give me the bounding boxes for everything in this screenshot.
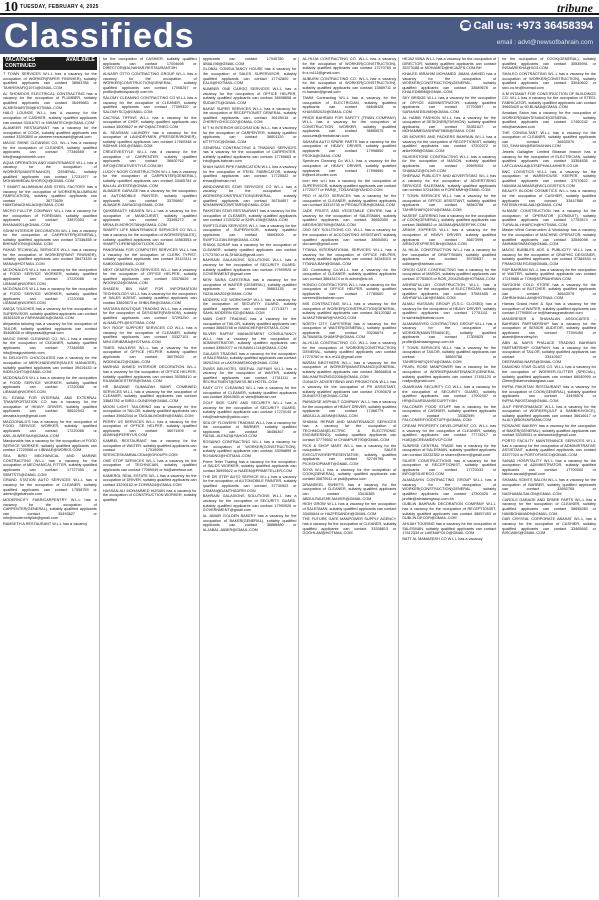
classified-ad: ALMAWASYED CONTRACTING GROUP W.L.L has a vacancy for the occupation of WORKER(MAINTENANCE), suitably qualified applicants can contact 17300825 or profile@almasimgroup.com.bh bbox=[402, 321, 497, 345]
classified-ad: DIAMOND STAR GLASS CO. W.L.L has a vacancy for the occupation of WORKER-GLITTER (SPECIAL), suitably qualified applicants can contact 66040999 or Glenn@diamondstarglass.com bbox=[502, 365, 596, 384]
classified-ad: SHALEO CONTRACTING W.L.L has a vacancy for the occupation of WORKER(CONSTRUCTION), suitably qualified applicants can contact 33040602 or smc.co.bh@hotmail.com bbox=[502, 71, 596, 90]
classified-ad: MANDRESER & SHAHALAN ASSOCIATES - BAHRAIN PARTNERSHIP has a vacancy for the occupation of SENIOR AUDITOR, suitably qualified applicants can contact 77394450 or akamit@mandesy.bh bbox=[502, 317, 596, 340]
classified-ad: AL JABAR GOLDEN BAKERY has a vacancy for the occupation of BAKER(GENERAL), suitably qualified applicants can contact 38888480 or ALJABAL.JABER@GMAIL.COM bbox=[202, 513, 297, 532]
call-us-text: Call us: +973 36458394 bbox=[473, 20, 593, 32]
classified-ad: SWIFTCLEAN SERVICES W.L.L has a vacancy for the occupation of SUPERVISOR, suitably qualified applicants can contact 36693009 or SWIFTCLEAN.BH@GMAIL.COM bbox=[202, 223, 297, 242]
ads-column-5 bbox=[402, 57, 499, 897]
classified-ad: HALO LOUNGE W.L.L has a vacancy for the occupation of CASHIER, suitably qualified applicants can contact 33416707 or NIHAMTECH@GMAIL.COM bbox=[3, 111, 97, 125]
classified-ad: CAROLS GARAGE AND SPARE PARTS W.L.L has a vacancy for the occupation of CLEANER, suitably qualified applicants can contact 36655283 or HAMBOHAMAD9@GMAIL.COM bbox=[502, 497, 596, 516]
classified-ad: INFRA PAKISTAN RESTAURANT has a vacancy for the occupation of COOK(GENERAL), suitably qualified applicants can contact 33495576 or INFRA.PAKISTAN@GMAIL.COM bbox=[502, 384, 596, 403]
classified-ad: KAMBEL RESTAURANT has a vacancy for the occupation of WAITER, suitably qualified applicants can contact 17010098 or SERVICESKAMBALCEA4@GROUPS.COM bbox=[102, 439, 197, 457]
ads-column-2 bbox=[103, 57, 200, 897]
classified-ad: BEAUTY BLOOM COSMETICS W.L.L has a vacancy for the occupation of CASHIER, suitably qualified applicants can contact 33447880 or FATEMA.HHALAALI@GMAIL.COM bbox=[502, 189, 596, 208]
classified-ad: Spectrum Cleaning Co W.L.L has a vacancy for the occupation of HEAVY DRIVER, suitably qualified applicants can contact 17998650 or ib@sml.bhodex.com bbox=[302, 159, 397, 178]
section-title: Classifieds bbox=[4, 17, 195, 54]
classified-ad: SSP BAHRAIN W.L.L has a vacancy for the occupation of WAITER, suitably qualified applicants can contact 17219685 or TOM@SSPBAHRAIN.COM bbox=[502, 267, 596, 281]
classified-ad: SHAEEN BIN NAIF FOR INFORMATION TECHNOLOGY W.L.L has a vacancy for the occupation of SALES AGENT, suitably qualified applicants can contact 33825673 or SHBN.BH@GMAIL.COM bbox=[102, 287, 197, 305]
classified-ad: PANORAMA FOR COMPUTER SERVICES W.L.L has a vacancy for the occupation of CLERK TYPIST, suitably qualified applicants can contact 33123111 or KAB0033@GMAIL.COM bbox=[102, 248, 197, 266]
classified-ad: SHAH NASS PIPE FABRICATION W.L.L has a vacancy for the occupation of STEEL FABRICATOR, suitably qualified applicants can contact 17725522 or shnas@bahrain.net bbox=[202, 165, 297, 183]
ads-column-6 bbox=[502, 57, 596, 897]
classified-ad: ALMASE CONSTRUCTION has a vacancy for the occupation of OPERATOR (CONDUIT), suitably qualified applicants can contact 17753574 or TURALAL.HHARCH@HOTMAIL.COM bbox=[502, 208, 596, 227]
classified-ad: T TOWN SERVICES W.L.L has a vacancy for the occupation of OFFICE ASSISTANT, suitably qualified applicants can contact 38563788 or TAHIRSHAFIQ1974@GMAIL.COM bbox=[402, 193, 497, 212]
classified-ad: BATT AL MAMAEESH CO W.L.L has a vacancy bbox=[402, 536, 483, 541]
classified-ad: CACTINA TIFFINS W.L.L has a vacancy for the occupation of CHEF, suitably qualified applicants can contact 36009627 or INFO@ACTINEO.COM bbox=[102, 115, 197, 129]
classified-ad: ONE STOP SERVICES W.L.L has a vacancy for the occupation of TECHNICIAN, suitably qualified applicants can contact 77089049 or fst@atnetwor.net bbox=[102, 458, 197, 472]
classified-ad: GLOBAL CONSULTANCY HOUSE has a vacancy for the occupation of SALES SUPERVISOR, suitably qualified applicants can contact 17742800 or EALS@HOTMAIL.COM bbox=[202, 67, 297, 86]
classified-ad: BAHRAIN GALAXIONS SOLUTIONS W.L.L has a vacancy for the occupation of SECURITY GUARD, suitably qualified applicants can contact 17990926 or GOVERNMENT@gmail.com bbox=[202, 258, 297, 277]
classified-ad: MIS CONTRACTING W.L.L has a vacancy for the occupation of WORKER(CONSTRUCTION)GENERAL, suitably qualified applicants can contact 36120382 or ALMAZTIBHAR@YAHOO.COM bbox=[302, 302, 397, 320]
classified-ad: EL EZABA FOR INTERNAL AND EXTERNAL TRANSPORTATION CO. has a vacancy for the occupation of HEAVY DRIVER, suitably qualified applicants can contact 36632943 or alezaba.trpnt@gmail.com bbox=[3, 395, 97, 418]
classified-ad: MAGIC SHINE CLEANING CO. W.L.L has a vacancy for the occupation of CLEANER, suitably qualified applicants can contact 77346555 or info@magicshinebh.com bbox=[3, 141, 97, 160]
classified-ad: AL-HIJJA CONTRACTING CO. W.L.L has a vacancy for the occupation of WORKER(CONSTRUCTION), suitably qualified applicants can contact 17270760 or ib.s.m111@gmail.com bbox=[302, 57, 397, 75]
classified-ad: HEJAZ MINA W.L.L has a vacancy for the occupation of DIRECTOR, suitably qualified applicants can contact 33373188 or MOHAMED@HEJAZFS.COM.BH bbox=[402, 57, 497, 71]
classified-ad: TITANIA INTERNATIONAL SERVICES W.L.L has a vacancy for the occupation of OFFICE HELPER, suitably qualified applicants can contact 34346310 or TITANIA.BAH@GMAIL.COM bbox=[302, 248, 397, 266]
classified-ad: TAMM Contracting W.L.L has a vacancy for the occupation of ELECTRICIAN, suitably qualified applicants can contact 66646428 or KHASSB2020@GMAIL.COM bbox=[302, 96, 397, 114]
classified-ad: SAYDOHA COLD STORE has a vacancy for the occupation of BUTCHER, suitably qualified applicants can contact 36643079 or ZAHRAHHALLAH@HOTMAIL.COM bbox=[502, 282, 596, 301]
classified-ad: CREATIVESTYLE W.L.L has a vacancy for the occupation of CARPENTER, suitably qualified applicants can contact 36600762 or INFO@CREATIVESTYLE.COM.BH bbox=[102, 150, 197, 168]
classified-ad: GUARDIAN SECURITY CO W.L.L has a vacancy for the occupation of SECURITY GUARD, suitably qualified applicants can contact 17002407 or HR@GUARDIANSECURITY.BH bbox=[402, 384, 497, 403]
section-heading: VACANCIES AVAILABLE CONTINUED bbox=[5, 57, 95, 69]
classified-ad: AL HILAL CONSTRUCTION W.L.L has a vacancy for the occupation of DRAFTSMAN, suitably qualified applicants can contact 39730637 or colledger@bahrain.com bbox=[402, 248, 497, 266]
classified-ad: ALMAJ HUSSAIN GROUP (S.S.C. CLOSED) has a vacancy for the occupation of HEAVY DRIVER, suitably qualified applicants can contact 17751111 or hr.samirta@bahrain.com bbox=[402, 302, 497, 320]
classified-ad: CBO SKY SOLUTIONS CO. W.L.L has a vacancy for the occupation of ACCOUNTING ASSISTANT, suitably qualified applicants can contact 38654001 or cbo.web@gmail.com bbox=[302, 228, 397, 247]
classified-ad: SKY ROOF SUPPORT SERVICES CO W.L.L has a vacancy for the occupation of CLEANER, suitably qualified applicants can contact 33327101 or MINI.GIRIBARA@HOTMAIL.COM bbox=[102, 326, 197, 345]
phone-icon: ☎ bbox=[460, 21, 471, 30]
classified-ad: ALBADER GARAGE has a vacancy for the occupation of AUTOMOBILE PAINTER, suitably qualified applicants can contact 33759867 or ALBADER.GARAGE@GMAIL.COM bbox=[102, 189, 197, 208]
classified-ad: THE DR STEP AUTO SERVICE W.L.L has a vacancy for the occupation of AUTOMOBILE PAINTER, suitably qualified applicants can contact 37730503 or OSMAN@DAMTHADRRI.COM bbox=[202, 474, 297, 493]
call-us-line bbox=[460, 20, 593, 32]
classified-ad: ALAMEER RESTAURANT has a vacancy for the occupation of COOK, suitably qualified applicants can contact 33393800 or alameer.restaurant@gmail.com bbox=[3, 126, 97, 140]
classified-ad: ABN AL NAFIS PHALACE TRADING BAHRAIN PARTNERSHIP COMPANY has a vacancy for the occupation of TAILOR, suitably qualified applicants can contact 33410507 or DEEPAKBALNAFIS@GMAIL.COM bbox=[502, 341, 596, 364]
classified-ad: AUBURN CONTRACTING CO. W.L.L has a vacancy for the occupation of WORKER(CONSTRUCTION), suitably qualified applicants can contact 13889711 or m.hamam@gmail.com bbox=[302, 76, 397, 95]
classified-ad: ORION GATE CONTRACTING has a vacancy for the occupation of MASON, suitably qualified applicants can contact 37753503 or BOB_2004ZND@HOTMAIL.COM bbox=[402, 267, 497, 281]
classified-ad: KHALED IBRAHIM MOHAMED JAMAL AHMED has a vacancy for the occupation of WORKER(CONSTRUCTION)GENERAL, suitably qualified applicants can contact 33689676 or KHALEDIBBM@GMAIL.COM bbox=[402, 71, 497, 95]
classified-ad: NASEEF CATERING has a vacancy for the occupation of COOK(GENERAL), suitably qualified applicants can contact 36658852 or JASIMA@NASEEFHK.COM bbox=[402, 213, 497, 227]
classified-ad: MICRO FULLTIP COMPANY W.L.L has a vacancy for the occupation of FOREMAN, suitably qualified applicants can contact 33870353 or BHANA6001@GMAIL.COM bbox=[3, 209, 97, 227]
classified-ad: for the occupation of COOK(GENERAL), suitably qualified applicants can contact 35535991 or INSAAREKHA@SG3.COM bbox=[502, 57, 596, 71]
classified-ad: BAHRAIN GALAXIONS SOLUTIONS W.L.L has a vacancy for the occupation of SECURITY GUARD, suitably qualified applicants can contact 17990926 or GOVERNMENT@gmail.com bbox=[202, 494, 297, 513]
classified-ad: WINDOWNESS STAR SERVICES CO W.L.L has a vacancy for the occupation of WORKER(CONSTRUCTION)GENERAL, suitably qualified applicants can contact 36754807 or NIHAMWINDOWSTARS@GMAIL.COM bbox=[202, 184, 297, 208]
classified-ad: BARAN BROTHERS W.L.L has a vacancy for the occupation of WORKER(MAINTENANCE)GENERAL, suitably qualified applicants can contact 36668818 or BALHAMTMZNGG2006@GMAIL.COM bbox=[302, 360, 397, 379]
classified-ad: ANIQA TOUCHES has a vacancy for the occupation of SUPERVISOR, suitably qualified applicants can contact 36361525 or FARHANAEA@GMAIL.COM bbox=[3, 306, 97, 321]
classified-ad: MODERNCITY FABRICARPENTRY W.L.L has a vacancy for the occupation of CARPENTER(GENERAL), suitably qualified applicants can contact 35493627 or info@moderncityfab@gmail.com bbox=[3, 497, 97, 521]
classified-ad: MCDONALD'S W.L.L has a vacancy for the occupation of FOOD SERVICE WORKER, suitably qualified applicants can contact 17220066 or LIBNIAE@WORKS.COM bbox=[3, 376, 97, 394]
classifieds-banner bbox=[0, 17, 599, 54]
classified-ad: SILVERSTONE CONTRACTING W.L.L has a vacancy for the occupation of MASON, suitably qualified applicants can contact 39699304 or SHABAZIZ@OLIVE.COM bbox=[402, 154, 497, 173]
classified-ad: applicants can contact 17045780 or ABIALI98@GMAIL.COM bbox=[202, 57, 297, 66]
classified-ad: ARASH EXPRESS W.L.L has a vacancy for the occupation of HEAVY DRIVER, suitably qualified applicants can contact 36673999 or AIRDOVEXPRESS.BH@GMAIL.COM bbox=[402, 228, 497, 247]
classified-ad: HIGH GROW W.L.L has a vacancy for the occupation of SALESMAN, suitably qualified applicants can contact 33400644 or HAZFESANDH@GMAIL.COM bbox=[302, 502, 397, 516]
classified-ad: Hamas Grand Hotel & Spa has a vacancy for the occupation of WAITER, suitably qualified applicants can contact 17799500 or hr@hamasgrandhotel.com bbox=[502, 302, 596, 316]
classified-ad: for the occupation of CASHIER, suitably qualified applicants can contact 17004695 or DIRECTOR@ALNAHAR.RESTAURANT.BH bbox=[102, 57, 197, 71]
classified-ad: Master Wind Construction & Workshop has a vacancy for the occupation of MACHINE OPERATOR, suitably qualified applicants can contact 33546098 or AMINMASWAN03@GMAIL.COM bbox=[502, 228, 596, 247]
page-number: 10 bbox=[4, 0, 18, 15]
classified-ad: SALOMY CLEANING CONTRACTING CO W.L.L has a vacancy for the occupation of CLEANER, suitably qualified applicants can contact 77099320 or SALOMYSCQ@GMAIL.COM bbox=[102, 96, 197, 114]
classified-ad: AL SHOMOOS ELECTRICAL CONTRACTING has a vacancy for the occupation of PLUMBER, suitably qualified applicants can contact 36499683 or ALMESHARITIM@HOTMAIL.COM bbox=[3, 91, 97, 110]
classified-ad: TIMES HAULERS W.L.L has a vacancy for the occupation of OFFICE HELPER, suitably qualified applicants can contact 36075620 or WODNOAZ2@GMAIL.COM bbox=[102, 345, 197, 364]
classified-ad: QUIKBEAUTY HEAVEN W.L.L has a vacancy for the occupation of MANICURIST, suitably qualified applicants can contact 33395272 or MENA.ELMOROSTAN@GMAIL.COM bbox=[102, 208, 197, 227]
classified-ad: DAR CRYSTAL CORPORATE ABAHAT W.L.L has a vacancy for the occupation of CASHIER, suitably qualified applicants can contact 33465692 or BISCABIS@GMAIL.COM bbox=[502, 517, 596, 536]
classified-ad: PERRY US SERVICES W.L.L has a vacancy for the occupation of OFFICE HELPER, suitably qualified applicants can contact 36071509 or ADMIN@PERRYUS.COM bbox=[102, 419, 197, 438]
classified-ad: FALCONER FOOD STUFF has a vacancy for the occupation of CASHIER, suitably qualified applicants can contact 33382599 or FALCONERFOODSTUFF@GMAIL.COM bbox=[402, 404, 497, 423]
classified-ad: MACDONALD'S has a vacancy for the occupation of FOOD SERVICE WORKER, suitably qualified applicants can contact 17220066 or ANIL.ALWEESAH@GMAIL.COM bbox=[3, 419, 97, 438]
classified-ad: Macdonalds has a vacancy for the occupation of FOOD SERVICE WORKER, suitably qualified applicants can contact 17220066 or LIBNIAE@WORKS.COM bbox=[3, 439, 97, 453]
classified-ad: AL HABIB FASHION W.L.L has a vacancy for the occupation of DESIGNER(FASHION), suitably qualified applicants can contact 35351627 or MOHAMMEDASHRAF0830@GMAIL.COM bbox=[402, 115, 497, 134]
classified-ad: JULF PERFORMANCE W.L.L has a vacancy for the occupation of WORKER(JULF & SAMBHUVOICE), suitably qualified applicants can contact 36616617 or ALALY@BONJURAMA.COM bbox=[502, 404, 596, 423]
classified-ad: PARADISE ASPHALT COMPANY W.L.L has a vacancy for the occupation of HEAVY DRIVER, suitably qualified applicants can contact 17466779 or ABDULLA.JASIM@GMAIL.COM bbox=[302, 399, 397, 418]
classified-ad: KAMEROL REAL ESTATE W.L.L has a vacancy for the occupation of DRIVER, suitably qualified applicants can contact 33290162 or ZOHRA04@GMAIL.COM bbox=[102, 473, 197, 487]
classified-ad: DD Contracting Co.W.L.L has a vacancy for the occupation of CLEANER, suitably qualified applicants can contact 36643474 or ib.admin@dc.bh bbox=[302, 267, 397, 281]
classified-ad: BNC LOGISTICS W.L.L has a vacancy for the occupation of WAREHOUSE KEEPER, suitably qualified applicants can contact 37070622 or HAMAM.ALMIMAR@WCLOGISTICS.COM bbox=[502, 169, 596, 188]
classified-ad: GENERAL CONTRACTING & TRADING SERVICES has a vacancy for the occupation of CARPENTER, suitably qualified applicants can contact 17769663 or info@gcts-bahrain.com bbox=[202, 145, 297, 164]
classified-ad: CREAM PROPERTY DEVELOPMENT CO. W.L.L has a vacancy for the occupation of CLEANER, suitably qualified applicants can contact 77778217 or H18Q@CREAMDEVCP.COM bbox=[402, 424, 497, 442]
classified-ad: PORTO FACILITY MAINTENANCE SERVICES W.L.L has a vacancy for the occupation of ADMINISTRATIVE ASSISTANT, suitably qualified applicants can contact 33377224 or PORTOFMSCO@GMAIL.COM bbox=[502, 439, 596, 457]
classified-ad: dhiyaraba tailoring has a vacancy for the occupation of TAILOR, suitably qualified applicants can contact 35468035 or dilliprasad@gmail.com bbox=[3, 321, 97, 336]
contact-email: email : advt@newsofbahrain.com bbox=[496, 39, 593, 46]
classified-ad: NEW SAIRA CAFETERIA has a vacancy for the occupation of WAITER (GENERAL), suitably qualified applicants can contact 39663135 or FAZALMAZ02@GMAIL.COM bbox=[202, 277, 297, 296]
classified-ad: SILVER CONSTRUCTIONS has a vacancy for the occupation of RECEPTIONIST, suitably qualified applicants can contact 17723333 or INFO@SILVERCO.COM bbox=[402, 458, 497, 477]
classified-ad: MCDONALD'S W.L.L has a vacancy for the occupation of FOOD SERVICE WORKER, suitably qualified applicants can contact 17220066 or LIBNIAE@WORKS.COM bbox=[3, 287, 97, 306]
classified-ad: MOON LIGHT TAILORING has a vacancy for the occupation of TAILOR, suitably qualified applicants can contact 39662344 or TAGUALMOMEN@GMAIL.COM bbox=[102, 404, 197, 418]
classified-ad: HASSAN ALI MOHAMMED HUSAIN has a vacancy for the occupation of CONSTRUCTION WORKER, suitably qualified bbox=[102, 488, 197, 502]
classified-ad: JADE FRUITS AND VEGETABLE CENTRE has a vacancy for the occupation of SALESMAN, suitably qualified applicants can contact 36652050 or MEDSHOB7909@GMAIL.COM bbox=[302, 208, 397, 227]
ads-columns bbox=[3, 57, 596, 897]
classified-ad: FAHAD TECHNICAL SERVICES W.L.L has a vacancy for the occupation of WORKER(PAINT FINISHER), suitably qualified applicants can contact 36473339 or MANA@HOTMAIL.COM bbox=[3, 248, 97, 267]
classified-ad: GUNASY ADVERTISING AND PROMOTION W.L.L has a vacancy for the occupation of PR ASSISTANT, suitably qualified applicants can contact 17050678 or DUNASY37@GMAIL.COM bbox=[302, 380, 397, 399]
classified-ad: GALAXIS TRADING has a vacancy for the occupation of SALESMAN, suitably qualified applicants can contact 38202264 or LAKSHAMSH02@GMAIL.COM bbox=[202, 351, 297, 365]
classified-ad: ROSAUVE BAKERY has a vacancy for the occupation of BAKER(GENERAL), suitably qualified applicants can contact 33335051 or aishamish@gmail.com bbox=[502, 424, 596, 438]
ads-column-1 bbox=[3, 57, 100, 897]
classified-ad: DRAMDEEL SWEETS has a vacancy for the occupation of CLEANER, suitably qualified applicants can contact 33416365 or ABDULRAUSHE.MAHER@GMAIL.COM bbox=[302, 482, 397, 501]
classified-ad: MARHAD AHMED INTERIOR DECORATION W.L.L has a vacancy for the occupation of OFFICE HELPER, suitably qualified applicants can contact 35355410 or RAJAMAGESTERS@GMAIL.COM bbox=[102, 365, 197, 384]
classified-ad: NUMBER ONE CARGO SERVICES W.L.L has a vacancy for the occupation of OFFICE HELPER, suitably qualified applicants can contact 36698658 or SUDAKTS@GMAIL.COM bbox=[202, 86, 297, 105]
classified-ad: Amadani Salon has a vacancy for the occupation of WORKER(MAINTENANCE)GENERAL, suitably qualified applicants can contact 17450242 or info@amadani.com bbox=[502, 111, 596, 129]
classified-ad: SOYA W.L.L has a vacancy for the occupation of COOK(GENERAL), suitably qualified applicants can contact 35879511 or psd@yahoo.com bbox=[302, 467, 397, 481]
classified-ad: MAGIC BUBBLES ADS & PUBLICITY W.L.L has a vacancy for the occupation of GRAPHIC DESIGNER, suitably qualified applicants can contact 37384534 or FRANCISM.RC83@GMAIL.COM bbox=[502, 248, 596, 266]
classified-ad: ASHRAFULLAH CONSTRUCTION W.L.L has a vacancy for the occupation of ELECTRICIAN, suitably qualified applicants can contact 37581655 or ASHRAFULLAH@GMAIL.COM bbox=[402, 282, 497, 301]
classified-ad: AQUA OPERATION AND MAINTENANCE W.L.L has a vacancy for the occupation of WORKER(MAINTENANCE) GENERAL, suitably qualified applicants can contact 17231977 or MOHAMMEDALSHOROQI@GMAIL.COM bbox=[3, 160, 97, 184]
classified-ad: GB MOVERS AND PACKERS BAHRAIN W.L.L has a vacancy for the occupation of RECEPTIONIST, suitably qualified applicants can contact 17202072 or ahlie9998@GMAIL.COM bbox=[402, 135, 497, 154]
classified-ad: A M INTAMAT FOR CONSTRUCTION OF BUILDINGS CO. W.L.L has a vacancy for the occupation of STEEL FABRICATOR, suitably qualified applicants can contact 39653429 or 60.BLNAA@GMAIL.COM bbox=[502, 91, 596, 110]
classified-ad: PEARL ROSE MANPOWER has a vacancy for the occupation of WORKER(MAINTENANCE)GENERAL, suitably qualified applicants can contact 17451120 or rosilpo@gmail.com bbox=[402, 365, 497, 384]
classified-ad: GRAND STATION AUTO SERVICES W.L.L has a vacancy for the occupation of CLEANER, suitably qualified applicants can contact 17558759 or admin@gsbahrain.com bbox=[3, 478, 97, 497]
brand-logo: tribune bbox=[556, 1, 593, 15]
classified-ad: SKY BRIDGE W.L.L has a vacancy for the occupation of OFFICE ADMINISTRATOR, suitably qualified applicants can contact 37703597 or SARAHATEB1989@GMAIL.COM bbox=[402, 96, 497, 114]
classified-ad: DUBLIN BAHRAIN DECORATION COMPANY W.L.L has a vacancy for the occupation of RECEPTIONIST, suitably qualified applicants can contact 38657453 or DUBLIN.DECOR@GMAIL.COM bbox=[402, 502, 497, 521]
classified-ad: Prime Teller Trading has a vacancy for the occupation of SALES WORKER, suitably qualified applicants can contact 36995622 or NAEEM@PRIMETELLER.COM bbox=[202, 459, 297, 473]
classified-ad: NORTH CITY CAFETERIA has a vacancy for the occupation of WAITER(GENERAL), suitably qualified applicants can contact 33236674 or ALTAWASA.SHAMSP@GMAIL.COM bbox=[302, 321, 397, 340]
classified-ad: VASTARA BOUTIQUE TRADING W.L.L has a vacancy for the occupation of DESIGNER(FASHION), suitably qualified applicants can contact 37293250 or ALNAKLPFL@HOTMAIL.COM bbox=[102, 306, 197, 325]
classified-ad: HONGLI CONTRACTORS W.L.L has a vacancy for the occupation of OFFICE HELPER, suitably qualified applicants can contact 17780600 or careers@kcbahrain.com bbox=[302, 282, 397, 301]
classified-ad: SILVER RAFFAT MANAGEMENT CONSULTANCY W.L.L has a vacancy for the occupation of ADMINISTRATOR, suitably qualified applicants can contact 33962077 or HUNAIN.LI14@GMAIL.COM bbox=[202, 332, 297, 350]
classified-ad: Jewels Gallagher Limited Bhawan branch has a vacancy for the occupation of ELECTRICIAN, suitably qualified applicants can contact 33364835 or LAFCLAHALA@JOSEPHALLAHHER.CO.UK bbox=[502, 150, 596, 168]
classified-ad: SHAMAL SOMTS SALON W.L.L has a vacancy for the occupation of BARBER, suitably qualified applicants can contact 33692765 or NASHAMALSALON@GMAIL.COM bbox=[502, 478, 596, 496]
ads-column-3 bbox=[203, 57, 300, 897]
classified-ad: T TOWN SERVICES W.L.L has a vacancy for the occupation of WORKER(PAPER FINISHER), suitably qualified applicants can contact 38563788 or TAHIRSHAFIQ1974@GMAIL.COM bbox=[3, 72, 97, 90]
classified-ad: AHLIAH TOURING has a vacancy for the occupation of SALESMAN, suitably qualified applicants can contact 17612334 or LAIENAPOLO@GMAIL.COM bbox=[402, 521, 497, 536]
classified-ad: SHAKA SORAP has a vacancy for the occupation of CLEANER, suitably qualified applicants can contact 17173760 or ALSHAKA@gmail.com bbox=[202, 243, 297, 257]
classified-ad: PAKISTAN STAR RESTAURANT has a vacancy for the occupation of CLEANER, suitably qualified applicants can contact 17253232 or KNPL19A@GMAIL.COM bbox=[202, 208, 297, 223]
classified-ad: HR BAIZANE GUMAIZAH BAHR COMBINED SERVICES W.L.L has a vacancy for the occupation of CLEANER, suitably qualified applicants can contact 33683782 or BIRD.LOUNE99@GMAIL.COM bbox=[102, 384, 197, 403]
classified-ad: PRICE BAHRAIN FOR SAFETY (TRAIN COMPANY) W.L.L has a vacancy for the occupation of CONSTRUCTION WORKER, suitably qualified applicants can contact 36855575 or accounts@ritmbahrain.com bbox=[302, 115, 397, 139]
ads-column-4 bbox=[302, 57, 399, 897]
classified-ad: ALNASR OTTO CONTRACTING GROUP W.L.L has a vacancy for the occupation of WORKER(CONSTRUCTION)GENERAL, suitably qualified applicants can contact 17008267 or profile@altnospalm@.com.bh bbox=[102, 71, 197, 95]
classified-ad: AL SEASHAN LAUNDRY has a vacancy for the occupation of LAUNDRYMEN (PRESSER/IRONER), suitably qualified applicants can contact 17060348 or INDHAR.1901@GMAIL.COM bbox=[102, 130, 197, 149]
classified-ad: THE FUTURE GATE MANPOWER SUPPLY AGENCY has a vacancy for the occupation of CLEANER, suitably qualified applicants can contact 33336813 or GOOHLAM@HOTMAIL.COM bbox=[302, 517, 397, 536]
classified-ad: ROSAINO CONTRACTING W.L.L has a vacancy for the occupation of WORKER(CONSTRUCTION), suitably qualified applicants can contact 33096899 or ROSAINO@HOTMAIL.COM bbox=[202, 440, 297, 459]
classified-ad: RAMSETH A RESTAURANT W.L.L has a vacancy bbox=[3, 522, 88, 527]
classified-ad: SHERAAZ PUBLICITY AND ADVERTISING W.L.L has a vacancy for the occupation of ADVERTISING SERVICES SALESMAN, suitably qualified applicants can contact 37244984 or FOREMMH@GMAIL.COM bbox=[402, 174, 497, 193]
classified-ad: SAHARA AUTO SPARE PARTS has a vacancy for the occupation of HEAVY DRIVER, suitably qualified applicants can contact 17998650 or FSOKA@GMAIL.COM bbox=[302, 139, 397, 158]
classified-ad: IN DELIGHTS CHOCOLATES has a vacancy for the occupation of MERCHANDISER(SALES MANAGER), suitably qualified applicants can contact 39414433 or INDELIGHTS@GMAIL.COM bbox=[3, 356, 97, 375]
classified-ad: BAHAT SUPER SERVICES W.L.L has a vacancy for the occupation of RECEPTIONIST GENERAL, suitably qualified applicants can contact 36105016 or CHERRYCHOCO37@GMAIL.COM bbox=[202, 106, 297, 125]
classified-ad: SUNRISE CENTRAL TRADE has a vacancy for the occupation of SALESMAN, suitably qualified applicants can contact 33232382 or sharex@exmr@gmail.com bbox=[402, 443, 497, 457]
classified-ad: SSHM INTERIOR DECORATION W.L.L has a vacancy for the occupation of CARPENTER(GENERAL), suitably qualified applicants can contact 37336458 or BHENATION0@GMAIL.COM bbox=[3, 228, 97, 247]
classified-ad: SHAMAL REPAIR AND MAINTENANCE SERVICES has a vacancy for the occupation of TECHNICIAN(ELECTRIC & ELECTRONIC ENGINEERING), suitably qualified applicants can contact 37779652 or CHAMPUR790@GMAIL.COM bbox=[302, 419, 397, 442]
classified-ad: LUCKY NOOR CONSTRUCTION W.L.L has a vacancy for the occupation of CARPENTER(GENERAL), suitably qualified applicants can contact 33465781 or BALLAL.AYESTE@GMAIL.COM bbox=[102, 169, 197, 188]
classified-ad: SEA OF FLOWERS TRADING W.L.L has a vacancy for the occupation of BARBER, suitably qualified applicants can contact 36456367 or FAISAL.ALENZI@YAHOO.COM bbox=[202, 420, 297, 439]
classified-ad: icon tree w.l.l has a vacancy for the occupation of SUPERVISOR, suitably qualified applicants can contact 17720277 or PAR@_TODAY82@YAHOO.COM bbox=[302, 178, 397, 193]
classified-ad: M T M INTERIOR DECORATION W.L.L has a vacancy for the occupation of CARPENTER, suitably qualified applicants can contact 36601120 or MTTFTOC@GMAIL.COM bbox=[202, 126, 297, 144]
classified-ad: SMARTY LIFE MAINTENANCE SERVICES CO W.L.L has a vacancy for the occupation of WORKER(SALES), suitably qualified applicants can contact 34563553 or SMARTYLIFEBH@OUTLOOK.COM bbox=[102, 228, 197, 247]
classified-ad: T TOWN SERVICES W.L.L has a vacancy for the occupation of TAILOR, suitably qualified applicants can contact 38563788 or TAHIRSHAFIQ1974@GMAIL.COM bbox=[402, 345, 497, 364]
classified-ad: PICK & SHOP MART W.L.L has a vacancy for the occupation of SALES EXECUTIVE/REPRESENTATIVE, suitably qualified applicants can contact 32749796 or PICKSHOPMART@GMAIL.COM bbox=[302, 443, 397, 467]
classified-ad: ALMADAYIN CONTRACTING GROUP W.L.L has a vacancy for the occupation of WORKER(CONSTRUCTION)GENERAL, suitably qualified applicants can contact 17300425 or profile@almasimgroup.com.bh bbox=[402, 478, 497, 501]
classified-ad: SWISS BELHOTEL SEEF/AL JUFFAIR W.L.L has a vacancy for the occupation of WAITER, suitably qualified applicants can contact 17311111 or RECRUITMENT@SWISS-BELHOTEL.COM bbox=[202, 366, 297, 385]
classified-ad: NEXT GENERATION SERVICES W.L.L has a vacancy for the occupation of OFFICE HELPER, suitably qualified applicants can contact 33376626 or WOONG24@GMAIL.COM bbox=[102, 267, 197, 286]
issue-date: TUESDAY, FEBRUARY 4, 2025 bbox=[20, 4, 99, 10]
classified-ad: SANAD HOSPITALITY W.L.L has a vacancy for the occupation of ADMINISTRATOR, suitably qualified applicants can contact 17700000 or fatima.sanad@gmail.com bbox=[502, 458, 596, 477]
classified-ad: T SMART ALUMINIUM AND STEEL FACTORY has a vacancy for the occupation of WORKER(ALUMINUM FABRICATION), suitably qualified applicants can contact 36773639 or HAMTANAGHALAGI@GMAIL.COM bbox=[3, 184, 97, 208]
classified-ad: AL-HIJJA CONTRACTING CO. W.L.L has a vacancy for the occupation of WORKER(CONSTRUCTION) GENERAL, suitably qualified applicants can contact 17270760 or ib.s.m111@gmail.com bbox=[302, 341, 397, 360]
classified-ad: MAIN CHEF TRADING has a vacancy for the occupation of TAILOR, suitably qualified applicants can contact 36663766 or MAINCHEF@HOTMAIL.COM bbox=[202, 317, 297, 331]
classified-ad: GOLF SIDE CAFE AND SECURITY W.L.L has a vacancy for the occupation of SECURITY GUARD, suitably qualified applicants can contact 17270140 or info@hsiinwin@yahoo.com bbox=[202, 401, 297, 419]
classified-ad: MODERN ICE WORKSHOP W.L.L has a vacancy for the occupation of SECURITY GUARD, suitably qualified applicants can contact 17713377 or SAHIL.MODERN.ICE@GMAIL.COM bbox=[202, 297, 297, 316]
classified-ad: PRO H AUTO SERVICES has a vacancy for the occupation of CLEANER, suitably qualified applicants can contact 33313730 or PROAUTOBH@GMAIL.COM bbox=[302, 193, 397, 208]
classified-ad: MCDONALD'S W.L.L has a vacancy for the occupation of FOOD SERVICE WORKER, suitably qualified applicants can contact 17220066 or LIBNIAE@WORKS.COM bbox=[3, 267, 97, 286]
masthead-bar bbox=[0, 0, 599, 15]
classified-ad: SEA BIRD MECHANICAL AND MARINE CONTRACTING W.L.L has a vacancy for the occupation of MECHANICAL FITTER, suitably qualified applicants can contact 17727355 or SBMTSTS@GMAIL.COM bbox=[3, 454, 97, 477]
classified-ad: EASY CITY CLEANING W.L.L has a vacancy for the occupation of CLEANER, suitably qualified applicants can contact 39643631 or view@bahrain.net bbox=[202, 386, 297, 400]
classified-ad: MAGIC SHINE CLEANING CO. W.L.L has a vacancy for the occupation of CLEANER, suitably qualified applicants can contact 77346555 or info@magicshinebh.com bbox=[3, 336, 97, 355]
classified-ad: THE CONSULTANT W.L.L has a vacancy for the occupation of CLEANER, suitably qualified applicants can contact 36830070 or GO_SHAHAN@RASHAHAN.COM bbox=[502, 130, 596, 149]
